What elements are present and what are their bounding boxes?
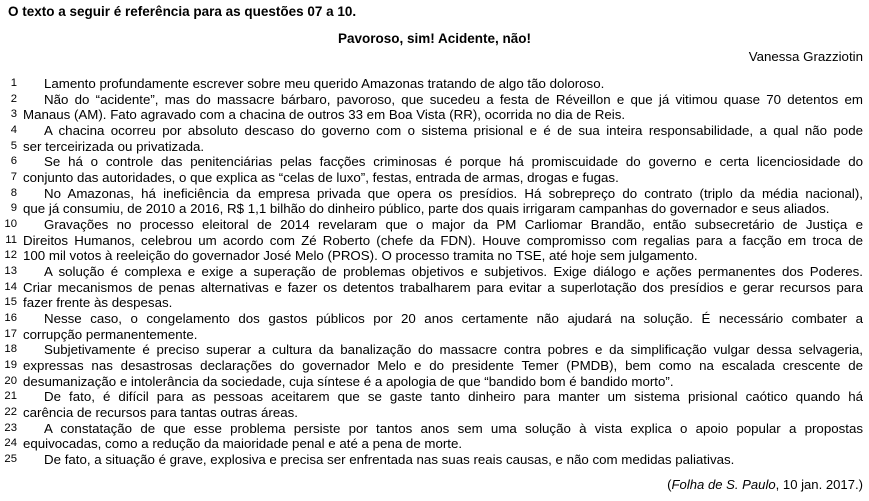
source-citation xyxy=(667,477,863,492)
text-line xyxy=(0,358,863,374)
line-number: 19 xyxy=(4,359,17,372)
line-text: 100 mil votos à reeleição do governador José Melo (PROS). O processo tramita no TSE, até hoje sem julgamento. xyxy=(23,248,698,264)
text-line xyxy=(0,405,863,421)
text-line xyxy=(0,295,863,311)
text-line xyxy=(0,92,863,108)
line-number: 22 xyxy=(4,406,17,419)
text-line xyxy=(0,311,863,327)
source-title: Folha de S. Paulo xyxy=(671,477,776,492)
line-number: 25 xyxy=(4,453,17,466)
line-text: A solução é complexa e exige a superação de problemas objetivos e subjetivos. Exige diálogo e ações permanentes dos Poderes. xyxy=(44,264,863,280)
line-number: 14 xyxy=(4,280,17,293)
line-text: De fato, a situação é grave, explosiva e precisa ser enfrentada nas suas reais causas, e não com medidas paliativas. xyxy=(44,452,735,468)
text-line xyxy=(0,139,863,155)
text-line xyxy=(0,436,863,452)
line-text: A chacina ocorreu por absoluto descaso do governo com o sistema prisional e é de sua inteira responsabilidade, a qual não pode xyxy=(44,123,863,139)
line-text: Lamento profundamente escrever sobre meu querido Amazonas tratando de algo tão doloroso. xyxy=(44,76,605,91)
line-text: carência de recursos para tantas outras áreas. xyxy=(23,405,298,421)
line-text: Se há o controle das penitenciárias pelas facções criminosas é porque há promiscuidade do governo e certa licenciosidade do xyxy=(44,154,863,170)
source-prefix: ( xyxy=(667,477,672,492)
line-text: De fato, é difícil para as pessoas aceitarem que se gaste tanto dinheiro para manter um sistema prisional caótico quando há xyxy=(44,389,863,405)
text-line xyxy=(0,186,863,202)
text-line xyxy=(0,421,863,437)
line-text: corrupção permanentemente. xyxy=(23,326,198,342)
line-text: Nesse caso, o congelamento dos gastos públicos por 20 anos certamente não ajudará na solução. É necessário combater a xyxy=(44,311,863,327)
line-number: 18 xyxy=(4,343,17,356)
text-line xyxy=(0,280,863,296)
text-line xyxy=(0,201,863,217)
text-line xyxy=(0,154,863,170)
line-number: 15 xyxy=(4,296,17,309)
line-number: 21 xyxy=(4,390,17,403)
line-number: 20 xyxy=(4,374,17,387)
line-number: 10 xyxy=(4,218,17,231)
text-line xyxy=(0,123,863,139)
text-lines xyxy=(0,76,863,468)
line-text: desumanização e intolerância da sociedade, cuja síntese é a apologia de que “bandido bom é bandido morto”. xyxy=(23,373,674,389)
line-number: 7 xyxy=(10,171,17,184)
line-text: Criar mecanismos de penas alternativas e fazer os detentos trabalharem para evitar a superlotação dos presídios e gerar recursos para xyxy=(23,279,863,295)
line-number: 6 xyxy=(10,155,17,168)
line-number: 12 xyxy=(4,249,17,262)
text-line xyxy=(0,76,863,92)
line-text: Subjetivamente é preciso superar a cultura da banalização do massacre contra pobres e da simplificação vulgar dessa selvageria, xyxy=(44,342,863,358)
line-text: expressas nas desastrosas declarações do governador Melo e do presidente Temer (PMDB), bem como na escalada crescente de xyxy=(23,358,863,374)
line-number: 9 xyxy=(10,202,17,215)
text-line xyxy=(0,107,863,123)
text-title: Pavoroso, sim! Acidente, não! xyxy=(337,31,532,46)
line-number: 3 xyxy=(10,108,17,121)
line-number: 16 xyxy=(4,312,17,325)
line-text: No Amazonas, há ineficiência da empresa privada que opera os presídios. Há sobrepreço do contrato (triplo da média nacional), xyxy=(44,185,863,201)
line-number: 17 xyxy=(4,327,17,340)
text-line xyxy=(0,389,863,405)
line-text: Manaus (AM). Fato agravado com a chacina de outros 33 em Boa Vista (RR), ocorrida no dia de Reis. xyxy=(23,107,626,123)
line-number: 5 xyxy=(10,139,17,152)
line-text: ser terceirizada ou privatizada. xyxy=(23,138,205,154)
line-number: 4 xyxy=(10,124,17,137)
line-number: 11 xyxy=(5,233,17,246)
text-line xyxy=(0,452,863,468)
line-text: fazer frente às despesas. xyxy=(23,295,173,311)
line-text: que já consumiu, de 2010 a 2016, R$ 1,1 bilhão do dinheiro público, parte dos quais irrigaram campanhas do governador e seus aliados. xyxy=(23,201,830,217)
author-name: Vanessa Grazziotin xyxy=(748,49,863,64)
text-line xyxy=(0,217,863,233)
text-line xyxy=(0,342,863,358)
line-text: conjunto das autoridades, o que explica as “celas de luxo”, festas, entrada de armas, drogas e fugas. xyxy=(23,170,619,186)
source-suffix: , 10 jan. 2017.) xyxy=(775,477,863,492)
line-number: 2 xyxy=(10,92,17,105)
text-line xyxy=(0,327,863,343)
text-line xyxy=(0,374,863,390)
text-line xyxy=(0,170,863,186)
line-number: 13 xyxy=(4,265,17,278)
line-number: 24 xyxy=(4,437,17,450)
line-text: Não do “acidente”, mas do massacre bárbaro, pavoroso, que sucedeu a festa de Réveillon e que já vitimou quase 70 detentos em xyxy=(44,91,863,107)
line-text: Direitos Humanos, celebrou um acordo com Zé Roberto (chefe da FDN). Houve compromisso com regalias para a facção em troca de xyxy=(23,232,863,248)
text-line xyxy=(0,248,863,264)
reference-note: O texto a seguir é referência para as questões 07 a 10. xyxy=(8,4,357,19)
line-text: Gravações no processo eleitoral de 2014 revelaram que o major da PM Carliomar Brandão, então subsecretário de Justiça e xyxy=(44,217,863,233)
text-line xyxy=(0,233,863,249)
line-number: 8 xyxy=(10,186,17,199)
line-text: equivocadas, como a redução da maioridade penal e até a pena de morte. xyxy=(23,436,463,452)
line-text: A constatação de que esse problema persiste por tantos anos sem uma solução à vista explica o apoio popular a propostas xyxy=(44,420,863,436)
line-number: 1 xyxy=(10,77,17,89)
text-line xyxy=(0,264,863,280)
line-number: 23 xyxy=(4,421,17,434)
